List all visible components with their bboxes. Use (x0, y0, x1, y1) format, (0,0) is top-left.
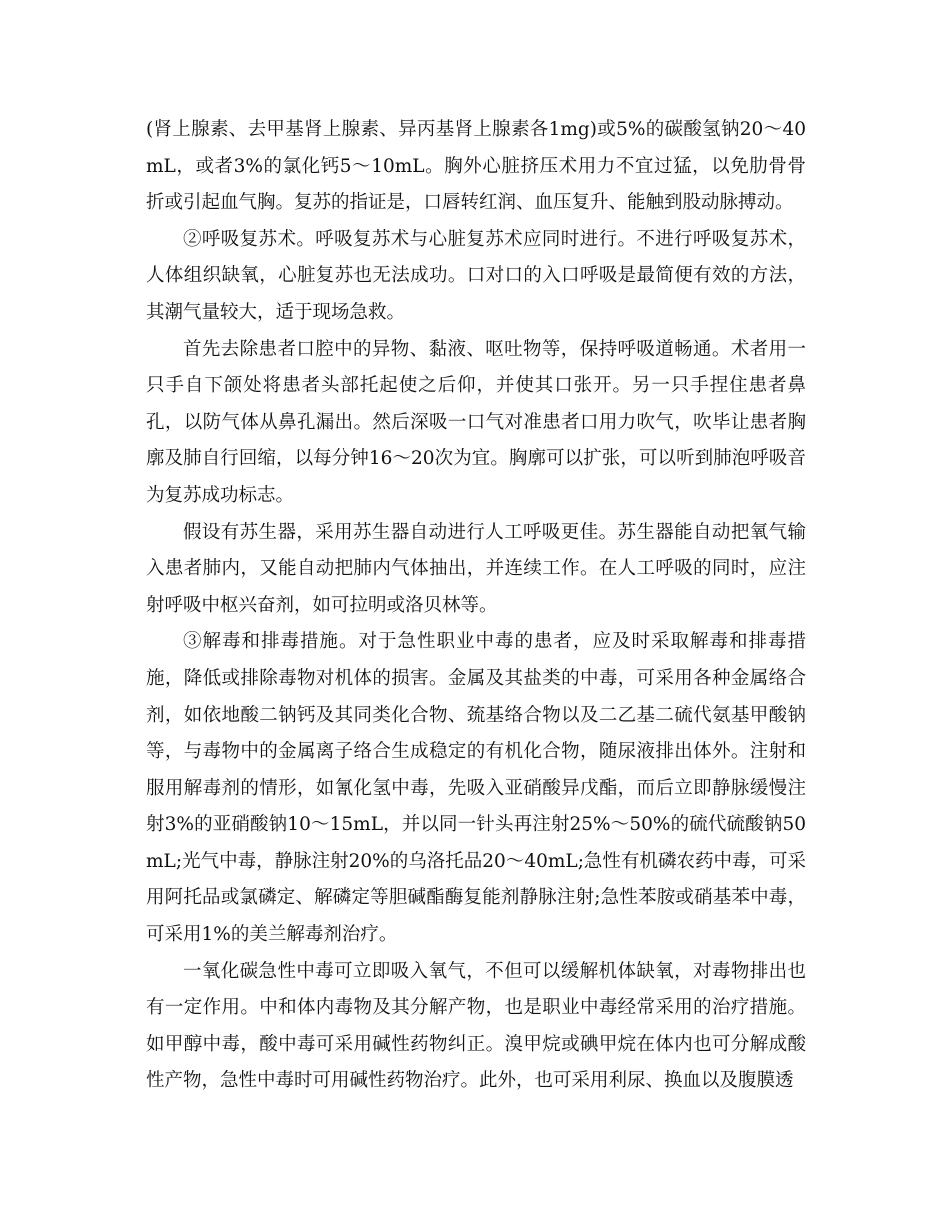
paragraph-carbon-monoxide: 一氧化碳急性中毒可立即吸入氧气，不但可以缓解机体缺氧，对毒物排出也有一定作用。中和体内毒物及其分解产物，也是职业中毒经常采用的治疗措施。如甲醇中毒，酸中毒可采用碱性药物纠正。溴甲烷或碘甲烷在体内也可分解成酸性产物，急性中毒时可用碱性药物治疗。此外，也可采用利尿、换血以及腹膜透 (146, 960, 806, 1092)
document-body (146, 112, 806, 1100)
paragraph-continuation: (肾上腺素、去甲基肾上腺素、异丙基肾上腺素各1mg)或5%的碳酸氢钠20～40mL，或者3%的氯化钙5～10mL。胸外心脏挤压术用力不宜过猛，以免肋骨骨折或引起血气胸。复苏的指证是，口唇转红润、血压复升、能触到股动脉搏动。 (146, 119, 806, 214)
paragraph-mouth-to-mouth-procedure: 首先去除患者口腔中的异物、黏液、呕吐物等，保持呼吸道畅通。术者用一只手自下颌处将患者头部托起使之后仰，并使其口张开。另一只手捏住患者鼻孔，以防气体从鼻孔漏出。然后深吸一口气对准患者口用力吹气，吹毕让患者胸廓及肺自行回缩，以每分钟16～20次为宜。胸廓可以扩张，可以听到肺泡呼吸音为复苏成功标志。 (146, 338, 806, 506)
paragraph-respiratory-resuscitation: ②呼吸复苏术。呼吸复苏术与心脏复苏术应同时进行。不进行呼吸复苏术，人体组织缺氧，心脏复苏也无法成功。口对口的入口呼吸是最简便有效的方法，其潮气量较大，适于现场急救。 (146, 228, 806, 323)
paragraph-resuscitator: 假设有苏生器，采用苏生器自动进行人工呼吸更佳。苏生器能自动把氧气输入患者肺内，又能自动把肺内气体抽出，并连续工作。在人工呼吸的同时，应注射呼吸中枢兴奋剂，如可拉明或洛贝林等。 (146, 521, 806, 616)
paragraph-detox-measures: ③解毒和排毒措施。对于急性职业中毒的患者，应及时采取解毒和排毒措施，降低或排除毒物对机体的损害。金属及其盐类的中毒，可采用各种金属络合剂，如依地酸二钠钙及其同类化合物、巯基络合物以及二乙基二硫代氨基甲酸钠等，与毒物中的金属离子络合生成稳定的有机化合物，随尿液排出体外。注射和服用解毒剂的情形，如氰化氢中毒，先吸入亚硝酸异戊酯，而后立即静脉缓慢注射3%的亚硝酸钠10～15mL，并以同一针头再注射25%～50%的硫代硫酸钠50mL;光气中毒，静脉注射20%的乌洛托品20～40mL;急性有机磷农药中毒，可采用阿托品或氯磷定、解磷定等胆碱酯酶复能剂静脉注射;急性苯胺或硝基苯中毒，可采用1%的美兰解毒剂治疗。 (146, 631, 806, 946)
